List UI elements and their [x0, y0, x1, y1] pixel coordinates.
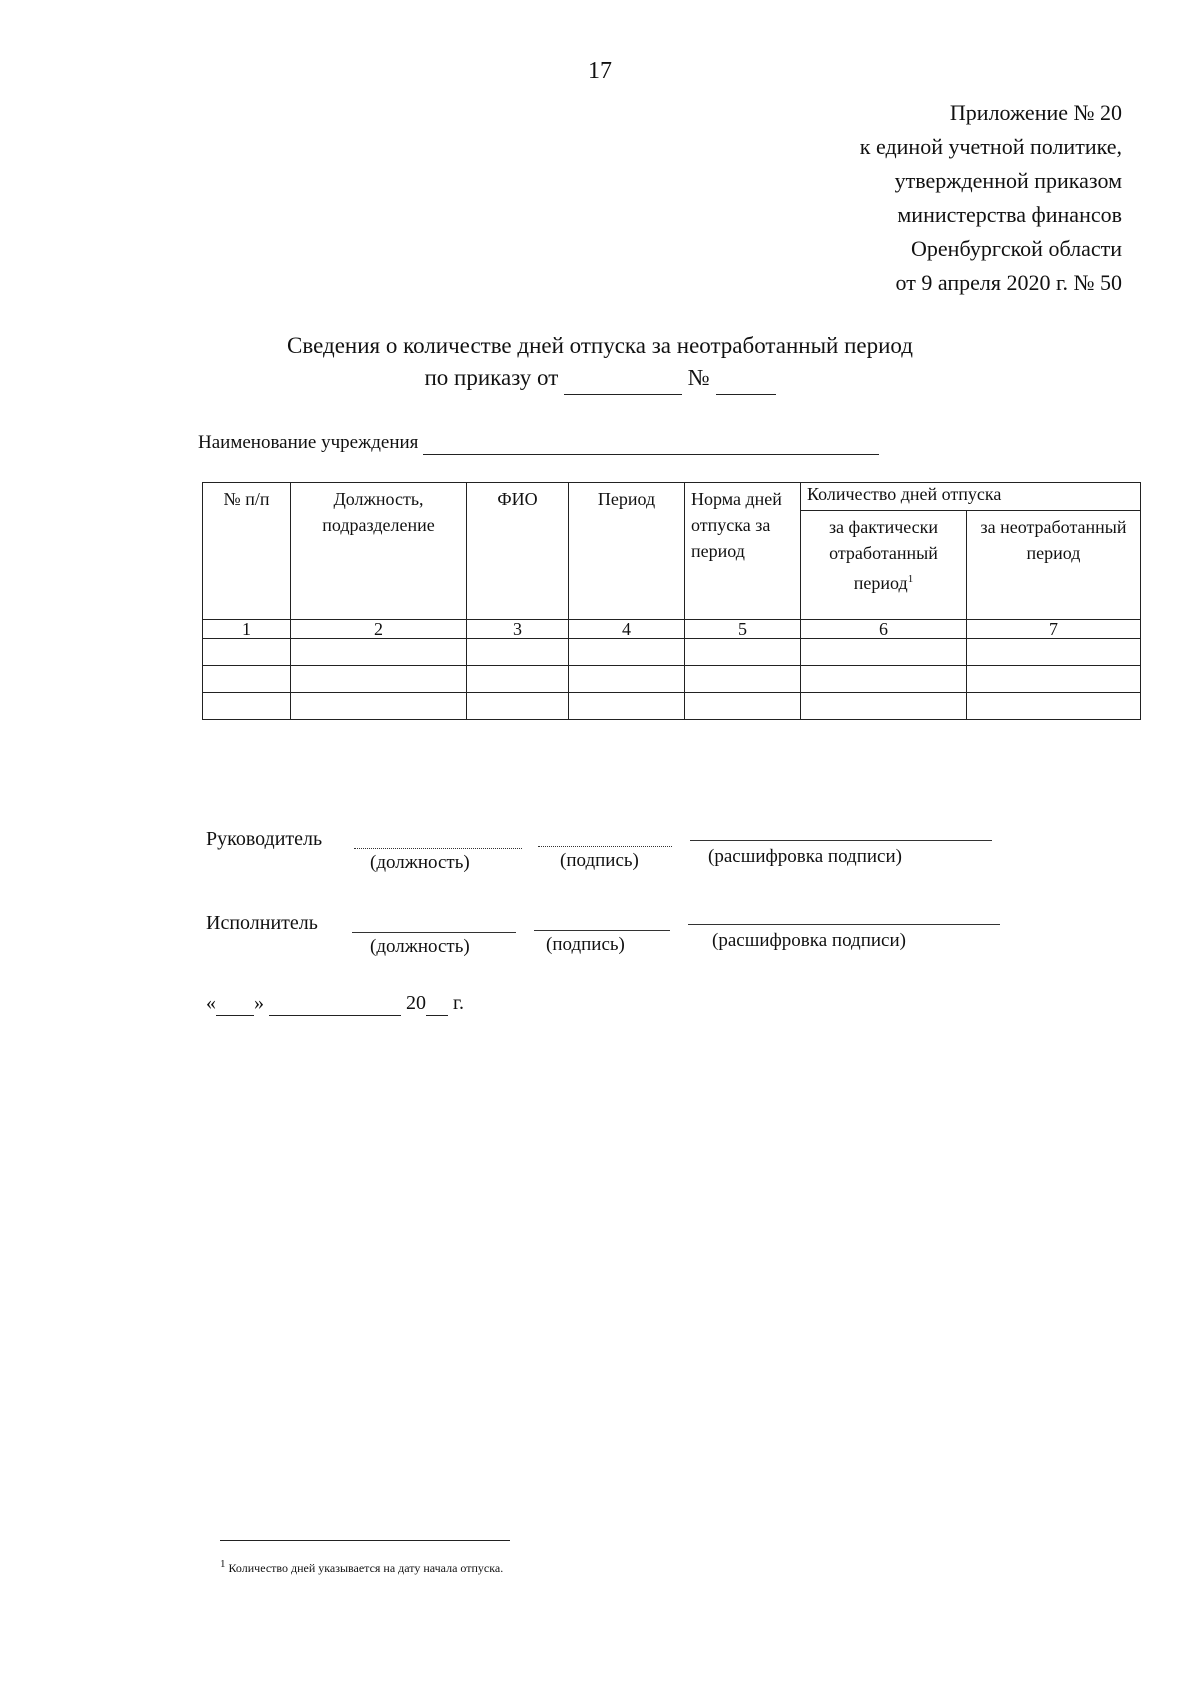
- table-cell[interactable]: [685, 693, 801, 720]
- table-cell[interactable]: [569, 639, 685, 666]
- appendix-header: [860, 96, 1122, 300]
- column-number: 3: [467, 620, 569, 639]
- table-cell[interactable]: [967, 666, 1141, 693]
- column-number: 1: [203, 620, 291, 639]
- footnote-divider: [220, 1540, 510, 1541]
- table-cell[interactable]: [685, 666, 801, 693]
- table-cell[interactable]: [801, 666, 967, 693]
- table-cell[interactable]: [291, 666, 467, 693]
- appendix-line: Оренбургской области: [911, 236, 1122, 261]
- year-prefix: 20: [406, 992, 426, 1014]
- head-position-line[interactable]: [354, 848, 522, 849]
- table-cell[interactable]: [801, 693, 967, 720]
- order-date-field[interactable]: [564, 362, 682, 395]
- title-line-order: [0, 362, 1200, 395]
- header-unworked: за неотработанный период: [967, 511, 1141, 620]
- vacation-days-table: [202, 482, 1141, 720]
- table-cell[interactable]: [291, 639, 467, 666]
- table-row: [203, 639, 1141, 666]
- column-number: 5: [685, 620, 801, 639]
- document-title: [0, 330, 1200, 395]
- column-number-row: [203, 620, 1141, 639]
- appendix-line: от 9 апреля 2020 г. № 50: [895, 270, 1122, 295]
- head-position-caption: (должность): [370, 852, 470, 873]
- head-signature-caption: (подпись): [560, 850, 639, 871]
- table-cell[interactable]: [801, 639, 967, 666]
- organization-label: Наименование учреждения: [198, 432, 419, 453]
- header-num: № п/п: [203, 483, 291, 620]
- table-cell[interactable]: [467, 639, 569, 666]
- executor-position-caption: (должность): [370, 936, 470, 957]
- header-days-group: Количество дней отпуска: [801, 483, 1141, 511]
- organization-line: [198, 432, 879, 455]
- title-line: Сведения о количестве дней отпуска за неотработанный период: [287, 333, 913, 358]
- table-cell[interactable]: [685, 639, 801, 666]
- column-number: 4: [569, 620, 685, 639]
- organization-field[interactable]: [423, 432, 879, 455]
- open-quote: «: [206, 992, 216, 1014]
- table-cell[interactable]: [967, 639, 1141, 666]
- order-prefix: по приказу от: [424, 365, 559, 390]
- close-quote: »: [254, 992, 264, 1014]
- year-suffix: г.: [453, 992, 464, 1014]
- month-field[interactable]: [269, 992, 401, 1016]
- number-sign: №: [687, 365, 710, 390]
- table-cell[interactable]: [203, 639, 291, 666]
- order-number-field[interactable]: [716, 362, 776, 395]
- table-cell[interactable]: [203, 693, 291, 720]
- table-cell[interactable]: [291, 693, 467, 720]
- appendix-line: утвержденной приказом: [894, 168, 1122, 193]
- executor-signature-line[interactable]: [534, 930, 670, 931]
- table-cell[interactable]: [967, 693, 1141, 720]
- head-decode-caption: (расшифровка подписи): [708, 846, 902, 867]
- footnote: [220, 1558, 503, 1576]
- table-row: [203, 666, 1141, 693]
- appendix-line: к единой учетной политике,: [859, 134, 1122, 159]
- header-period: Период: [569, 483, 685, 620]
- footnote-ref: 1: [907, 573, 914, 586]
- header-actual: [801, 511, 967, 620]
- appendix-line: Приложение № 20: [949, 100, 1122, 125]
- executor-label: Исполнитель: [206, 912, 318, 934]
- table-cell[interactable]: [569, 693, 685, 720]
- day-field[interactable]: [216, 992, 254, 1016]
- column-number: 7: [967, 620, 1141, 639]
- header-fio: ФИО: [467, 483, 569, 620]
- header-position: Должность, подразделение: [291, 483, 467, 620]
- head-decode-line[interactable]: [690, 840, 992, 841]
- date-line: [206, 992, 464, 1016]
- appendix-line: министерства финансов: [897, 202, 1122, 227]
- table-cell[interactable]: [569, 666, 685, 693]
- footnote-mark: 1: [220, 1558, 226, 1570]
- executor-signature-caption: (подпись): [546, 934, 625, 955]
- executor-position-line[interactable]: [352, 932, 516, 933]
- header-actual-text: за фактически отработанный период: [828, 517, 939, 594]
- page-number: 17: [588, 58, 612, 84]
- footnote-text: Количество дней указывается на дату начала отпуска.: [228, 1561, 504, 1575]
- head-label: Руководитель: [206, 828, 323, 850]
- executor-decode-line[interactable]: [688, 924, 1000, 925]
- header-norm: Норма дней отпуска за период: [685, 483, 801, 620]
- table-cell[interactable]: [203, 666, 291, 693]
- column-number: 6: [801, 620, 967, 639]
- table-header-row: [203, 483, 1141, 511]
- column-number: 2: [291, 620, 467, 639]
- head-signature-line[interactable]: [538, 846, 672, 847]
- year-field[interactable]: [426, 992, 448, 1016]
- table-row: [203, 693, 1141, 720]
- executor-decode-caption: (расшифровка подписи): [712, 930, 906, 951]
- table-cell[interactable]: [467, 693, 569, 720]
- table-cell[interactable]: [467, 666, 569, 693]
